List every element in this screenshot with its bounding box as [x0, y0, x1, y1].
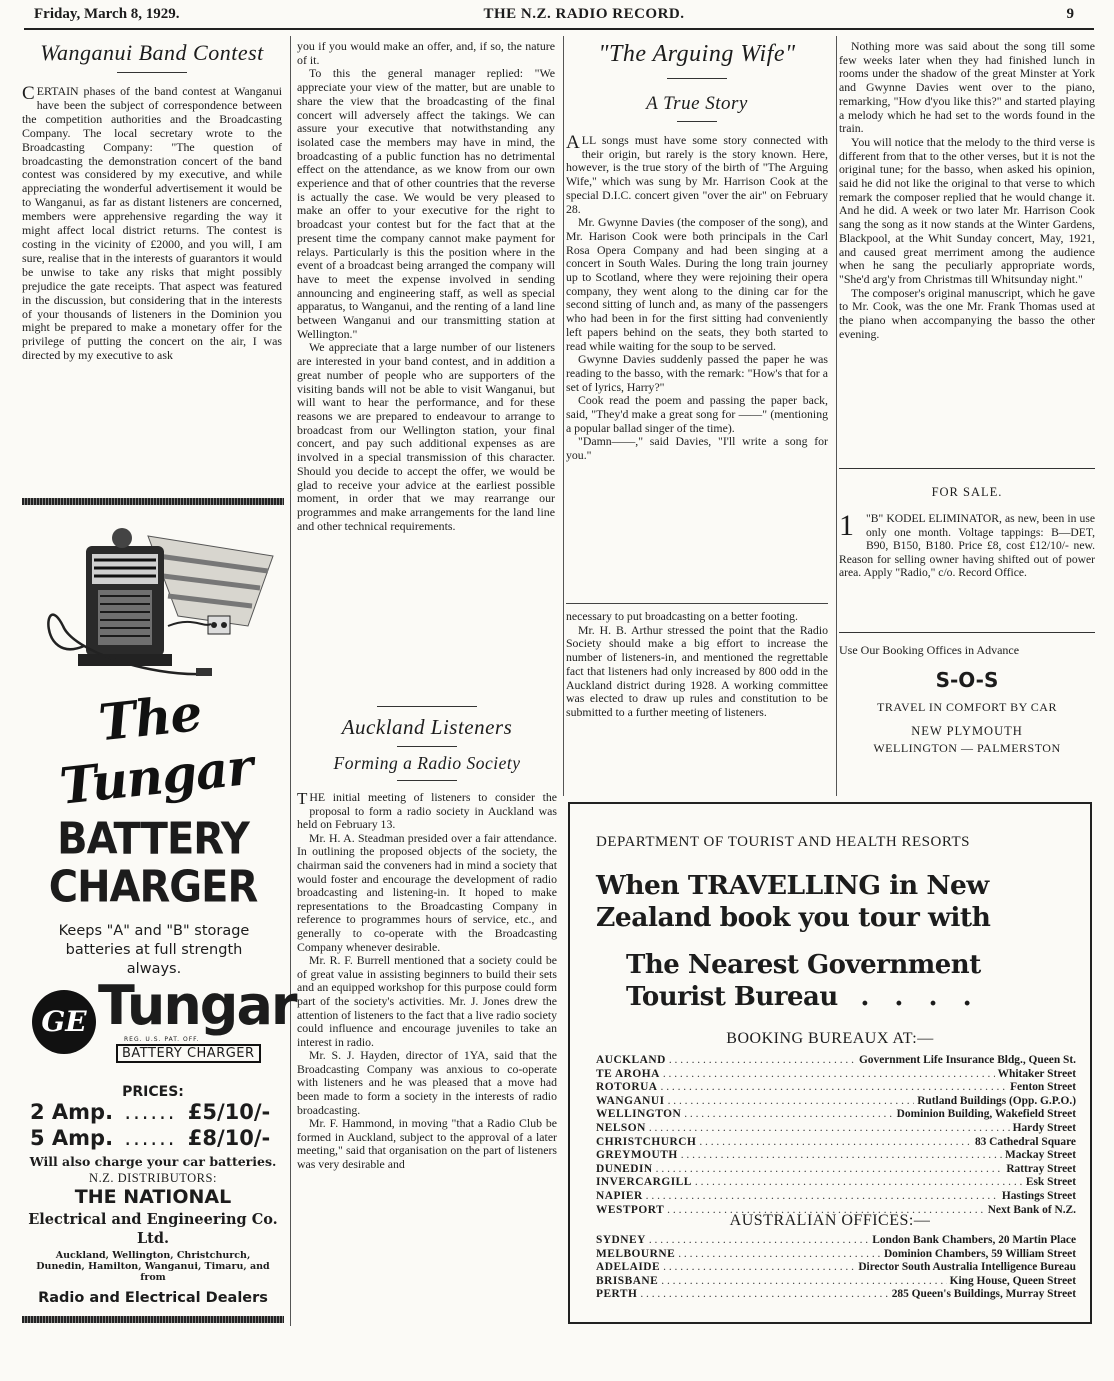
wanganui-text-1: ERTAIN phases of the band contest at Wanganui have been the subject of correspondence between the competition authorities and the Broadcasting Company. The local secretary wrote to the Broadcasting Company: "The question of broadcasting the demonstration concert of the band contest was considered by my executive, and while appreciating the wonderful advertisement it would be to Wanganui, as far as distant listeners are concerned, members were apprehensive regarding the way it might affect local district returns. The contest is costing in the vicinity of £2000, and you will, I am sure, realise that in the interests of guarantors it would be unwise to take any risks that might possibly prejudice the gate receipts. That aspect was featured in the discussion, but considering that in the interests of your thousands of listeners in the Dominion you might be prepared to make a monetary offer for the privilege of putting the concert on the air, I was directed by my executive to ask	[22, 84, 282, 363]
office-row	[596, 1176, 1076, 1190]
office-address: London Bank Chambers, 20 Martin Place	[872, 1234, 1076, 1246]
for-sale-text	[839, 509, 1095, 580]
office-city: WANGANUI	[596, 1094, 665, 1107]
company-name: Electrical and Engineering Co. Ltd.	[28, 1211, 278, 1247]
office-address: Whitaker Street	[997, 1067, 1076, 1080]
arguing-wife-title: "The Arguing Wife"	[598, 41, 796, 67]
article-separator	[566, 603, 828, 604]
office-city: SYDNEY	[596, 1234, 646, 1246]
wanganui-article	[22, 38, 282, 363]
title-rule	[667, 78, 727, 79]
leader-dots	[699, 1136, 972, 1150]
header-title: THE N.Z. RADIO RECORD.	[483, 6, 685, 22]
travelling-headline-1: When TRAVELLING in New	[596, 870, 989, 901]
arguing-wife-body	[566, 134, 828, 463]
sos-route-2: WELLINGTON — PALMERSTON	[873, 741, 1061, 755]
australian-offices-list	[596, 1234, 1076, 1302]
office-row	[596, 1122, 1076, 1136]
leader-dots	[663, 1261, 855, 1275]
ge-monogram-icon	[32, 990, 96, 1054]
bureau-name: Tourist Bureau	[626, 982, 838, 1012]
sos-name: S-O-S	[935, 668, 999, 692]
paragraph	[297, 791, 557, 832]
office-address: Mackay Street	[1005, 1149, 1076, 1162]
office-address: Director South Australia Intelligence Bureau	[858, 1261, 1076, 1274]
auckland-continuation	[566, 610, 828, 720]
amp-label: 2 Amp.	[30, 1100, 114, 1124]
page-header	[34, 6, 1080, 28]
office-row	[596, 1108, 1076, 1122]
ge-letters: GE	[41, 1005, 87, 1038]
leader-dots	[661, 1275, 946, 1289]
paragraph: "Damn——," said Davies, "I'll write a song for you."	[566, 434, 828, 463]
drop-cap: A	[566, 132, 580, 153]
car-battery-note: Will also charge your car batteries.	[29, 1154, 277, 1169]
office-city: TE AROHA	[596, 1067, 660, 1080]
paragraph: Mr. H. A. Steadman presided over a fair attendance. In outlining the proposed objects of the society, the chairman said the conveners had in mind a society that would foster and encourage the development of radio broadcasting and listening-in. It hoped to make representations to the Broadcasting Company in reference to programmes hours of service, etc., and generally to co-operate with the Broadcasting Company whenever desirable.	[297, 830, 557, 954]
sos-advertisement	[839, 632, 1095, 756]
department-heading: DEPARTMENT OF TOURIST AND HEALTH RESORTS	[596, 834, 970, 850]
battery-heading: BATTERY	[57, 813, 249, 865]
paragraph: Mr. F. Hammond, in moving "that a Radio Club be formed in Auckland, subject to the approval of a later meeting," said that organisation on the part of listeners was very desirable and	[297, 1116, 557, 1172]
paragraph: The composer's original manuscript, which he gave to Mr. Cook, was the one Mr. Frank Thomas used at the piano when accompanying the basso the other evening.	[839, 285, 1095, 341]
subtitle-rule	[397, 780, 457, 781]
header-rule	[24, 28, 1094, 30]
header-date: Friday, March 8, 1929.	[34, 6, 180, 22]
office-row	[596, 1261, 1076, 1275]
auckland-article	[297, 706, 557, 1172]
price-value: £5/10/-	[187, 1100, 271, 1124]
office-row	[596, 1190, 1076, 1204]
arguing-wife-subtitle: A True Story	[646, 93, 748, 114]
office-city: AUCKLAND	[596, 1054, 666, 1066]
paragraph: Mr. R. F. Burrell mentioned that a society could be of great value in assisting beginners to build their sets and an equipped workshop for this purpose could form part of the society's activities. Mr. J. Jones drew the attention of listeners to the fact that a live radio society could influence and encourage juveniles to take an interest in radio.	[297, 953, 557, 1049]
tungar-advertisement	[22, 498, 296, 1328]
leader-dots	[646, 1190, 999, 1204]
price-row-5amp	[30, 1126, 286, 1150]
paragraph-text: LL songs must have some story connected with their origin, but rarely is the story known. Here, however, is the true story of the birth of "The Arguing Wife," which was sung by Mr. Harrison Cook at the special D.I.C. concert given "over the air" on February 28.	[566, 133, 828, 216]
office-address: Next Bank of N.Z.	[987, 1203, 1076, 1216]
for-sale-body: "B" KODEL ELIMINATOR, as new, been in use only one month. Voltage tappings: B—DET, B90, B150, B180. Price £8, cost £12/10/- new. Reason for selling owner having shifted out of power area. Apply "Radio," c/o. Record Office.	[839, 512, 1095, 580]
office-city: ROTORUA	[596, 1081, 658, 1094]
office-row	[596, 1095, 1076, 1109]
office-city: WESTPORT	[596, 1203, 665, 1216]
office-city: PERTH	[596, 1288, 638, 1301]
office-city: BRISBANE	[596, 1274, 659, 1287]
office-address: King House, Queen Street	[949, 1274, 1076, 1287]
nz-bureaux-list	[596, 1054, 1076, 1217]
leader-dots	[656, 1163, 1004, 1177]
office-city: NAPIER	[596, 1189, 643, 1202]
column-rule-1	[290, 36, 291, 1326]
arguing-wife-article	[566, 38, 828, 463]
paragraph: To this the general manager replied: "We appreciate your view of the matter, but are unable to share the view that the broadcasting of the final concert will adversely affect the takings. We can assure your executive that notwithstanding any isolated case the members may have in mind, the broadcasting of a public function has no detrimental effect on the attendance, as we know from our own experience and that of other countries that the reverse is actually the case. We would be very pleased to make an offer to your executive for the right to broadcast your contest but for the fact that at the present time the company cannot make payment for relays. Particularly is this the position where in the event of a broadcast being arranged the company will have to meet the expense involved in sending announcing and engineering staff, as well as special apparatus, to Wanganui, and the renting of a land line between Wanganui and our transmitting station at Wellington."	[297, 66, 555, 341]
section-rule	[377, 706, 477, 707]
bureau-dots: . . . .	[860, 982, 980, 1012]
drop-cap: T	[297, 789, 308, 808]
auckland-title: Auckland Listeners	[341, 715, 513, 739]
leader-dots	[649, 1122, 1010, 1136]
trademark-note: REG. U.S. PAT. OFF.	[124, 1036, 200, 1043]
office-city: ADELAIDE	[596, 1261, 661, 1274]
paragraph: You will notice that the melody to the third verse is different from that to the other verses, but it is not the original tune; for the basso, when asked his opinion, said he did not like the original to that verse to which remark the composer replied that he would change it. And he did. A week or two later Mr. Harrison Cook sang the song as it now stands at the Winter Gardens, Blackpool, at the Whit Sunday concert, May, 1921, and caused great merriment among the audience when he sang the peculiarly appropriate words, "She'd arg'y from Christmas till Whitsunday night."	[839, 134, 1095, 286]
ge-tungar-logo	[32, 974, 296, 1066]
leader-dots	[684, 1108, 893, 1122]
auckland-body	[297, 791, 557, 1172]
paragraph: you if you would make an offer, and, if so, the nature of it.	[297, 39, 555, 67]
office-city: MELBOURNE	[596, 1247, 676, 1260]
booking-offices-line: Use Our Booking Offices in Advance	[839, 643, 1020, 657]
office-address: Fenton Street	[1010, 1081, 1076, 1094]
office-row	[596, 1234, 1076, 1248]
office-city: DUNEDIN	[596, 1162, 653, 1175]
section-rule	[839, 468, 1095, 469]
wanganui-title: Wanganui Band Contest	[40, 40, 264, 65]
section-rule	[839, 632, 1095, 633]
office-address: Hardy Street	[1012, 1121, 1076, 1134]
office-address: 83 Cathedral Square	[974, 1135, 1076, 1148]
subtitle-rule	[677, 121, 717, 122]
title-rule	[397, 746, 457, 747]
leader-dots	[669, 1054, 856, 1068]
for-sale-title: FOR SALE.	[931, 485, 1003, 499]
paragraph: Gwynne Davies suddenly passed the paper he was reading to the basso, with the remark: "How's that for a set of lyrics, Harry?"	[566, 352, 828, 394]
leader-dots	[661, 1081, 1008, 1095]
office-city: WELLINGTON	[596, 1108, 682, 1121]
tungar-script-logo: The Tungar	[57, 682, 256, 816]
ad-tagline: Keeps "A" and "B" storage batteries at full strength always.	[58, 923, 250, 977]
wanganui-body-col2	[297, 40, 555, 533]
prices-label: PRICES:	[122, 1084, 184, 1100]
header-page-number: 9	[1066, 6, 1074, 22]
distributors-label: N.Z. DISTRIBUTORS:	[89, 1171, 217, 1185]
leader-dots	[681, 1149, 1002, 1163]
office-row	[596, 1149, 1076, 1163]
paragraph	[566, 134, 828, 216]
wanganui-body-col1	[22, 85, 282, 363]
office-address: Government Life Insurance Bldg., Queen St.	[858, 1054, 1076, 1066]
tourist-bureau-advertisement	[568, 802, 1092, 1324]
office-row	[596, 1163, 1076, 1177]
sos-travel: TRAVEL IN COMFORT BY CAR	[877, 700, 1057, 714]
australian-offices-title: AUSTRALIAN OFFICES:—	[729, 1212, 931, 1229]
bureau-headline-1: The Nearest Government	[626, 950, 981, 980]
booking-bureaux-title: BOOKING BUREAUX AT:—	[726, 1030, 934, 1047]
leader-dots	[668, 1095, 915, 1109]
price-value: £8/10/-	[187, 1126, 271, 1150]
distributor-cities: Auckland, Wellington, Christchurch, Dunedin, Hamilton, Wanganui, Timaru, and from	[36, 1250, 270, 1283]
office-row	[596, 1068, 1076, 1082]
for-sale-notice	[839, 468, 1095, 580]
office-address: Hastings Street	[1001, 1189, 1076, 1202]
leader-dots	[695, 1176, 1023, 1190]
office-row	[596, 1248, 1076, 1262]
leader-dots	[640, 1288, 888, 1302]
office-row	[596, 1081, 1076, 1095]
paragraph-text: HE initial meeting of listeners to consider the proposal to form a radio society in Auckland was held on February 13.	[297, 790, 557, 832]
office-row	[596, 1288, 1076, 1302]
paragraph: Mr. H. B. Arthur stressed the point that the Radio Society should make a big effort to increase the number of listeners-in, and mentioned the regrettable fact that listeners had only increased by 800 odd in the Auckland district during 1928. A working committee was elected to draw up rules and constitution to be submitted to a further meeting of listeners.	[566, 622, 828, 719]
leader-dots	[663, 1068, 995, 1082]
office-address: Dominion Building, Wakefield Street	[896, 1108, 1076, 1121]
office-address: Esk Street	[1025, 1176, 1076, 1189]
sos-route-1: NEW PLYMOUTH	[911, 724, 1023, 738]
office-city: INVERCARGILL	[596, 1176, 692, 1189]
paragraph: necessary to put broadcasting on a better footing.	[566, 609, 798, 623]
amp-label: 5 Amp.	[30, 1126, 114, 1150]
title-rule	[117, 72, 187, 73]
ad-top-border	[22, 498, 284, 505]
tungar-logo-text: Tungar	[98, 974, 296, 1037]
auckland-subtitle: Forming a Radio Society	[333, 753, 521, 773]
office-address: Dominion Chambers, 59 William Street	[883, 1247, 1076, 1260]
battery-charger-label: BATTERY CHARGER	[116, 1044, 261, 1063]
paragraph: Cook read the poem and passing the paper back, said, "They'd make a great song for ——" (mentioning a popular ballad singer of the time).	[566, 393, 828, 435]
bureau-headline-2	[626, 982, 980, 1012]
national-heading: THE NATIONAL	[74, 1186, 232, 1208]
charger-heading: CHARGER	[48, 861, 258, 913]
price-row-2amp	[30, 1100, 286, 1124]
office-city: CHRISTCHURCH	[596, 1135, 697, 1148]
leader-dots	[678, 1248, 881, 1262]
price-dots: ......	[124, 1100, 177, 1124]
leader-dots	[649, 1234, 869, 1248]
drop-cap: 1	[839, 509, 854, 542]
office-city: NELSON	[596, 1121, 646, 1134]
travelling-headline-2: Zealand book you tour with	[596, 902, 991, 933]
arguing-wife-continued	[839, 40, 1095, 341]
office-city: GREYMOUTH	[596, 1149, 678, 1162]
paragraph: Nothing more was said about the song till some few weeks later when they had finished lunch in rooms under the shadow of the great Minster at York and Gwynne Davies went over to the piano, remarking, "How d'you like this?" and started playing a melody which he had set to the words found in the train.	[839, 39, 1095, 136]
drop-cap: C	[22, 83, 35, 104]
office-address: Rutland Buildings (Opp. G.P.O.)	[917, 1094, 1076, 1107]
price-dots: ......	[124, 1126, 177, 1150]
office-row	[596, 1136, 1076, 1150]
paragraph: Mr. Gwynne Davies (the composer of the song), and Mr. Harison Cook were both principals in the Carl Rosa Opera Company and had been singing at a concert in South Wales. During the long train journey up to Scotland, where they were rejoining their opera company, they went along to the dining car for the second sitting of lunch and, as many of the passengers who had been in for the first sitting had conveniently left papers behind on the seats, they both started to read while waiting for the soup to be served.	[566, 215, 828, 353]
column-rule-2	[563, 36, 564, 796]
paragraph: We appreciate that a large number of our listeners are interested in your band contest, and in addition a great number of people who are supporters of the visiting bands will not be able to visit Wanganui, but will want to hear the performance, and for these reasons we are prepared to endeavour to arrange to broadcast from our Wellington station, your final concert, and pay such additional expenses as are involved in a special transmission of this character. Should you decide to accept the offer, we would be glad to receive your advice at the earliest possible moment, in order that we may rearrange our programmes and make arrangements for the land line and other technical requirements.	[297, 340, 555, 533]
column-rule-3	[836, 36, 837, 796]
office-address: 285 Queen's Buildings, Murray Street	[891, 1288, 1076, 1301]
dealers-line: Radio and Electrical Dealers	[38, 1290, 268, 1306]
office-row	[596, 1054, 1076, 1068]
office-address: Rattray Street	[1006, 1162, 1076, 1175]
ad-bottom-border	[22, 1316, 284, 1323]
paragraph: Mr. S. J. Hayden, director of 1YA, said that the Broadcasting Company was anxious to co-operate with listeners and he was pleased that a move had been made to form a society in the interests of radio broadcasting.	[297, 1048, 557, 1117]
office-row	[596, 1275, 1076, 1289]
battery-charger-illustration	[28, 516, 278, 686]
